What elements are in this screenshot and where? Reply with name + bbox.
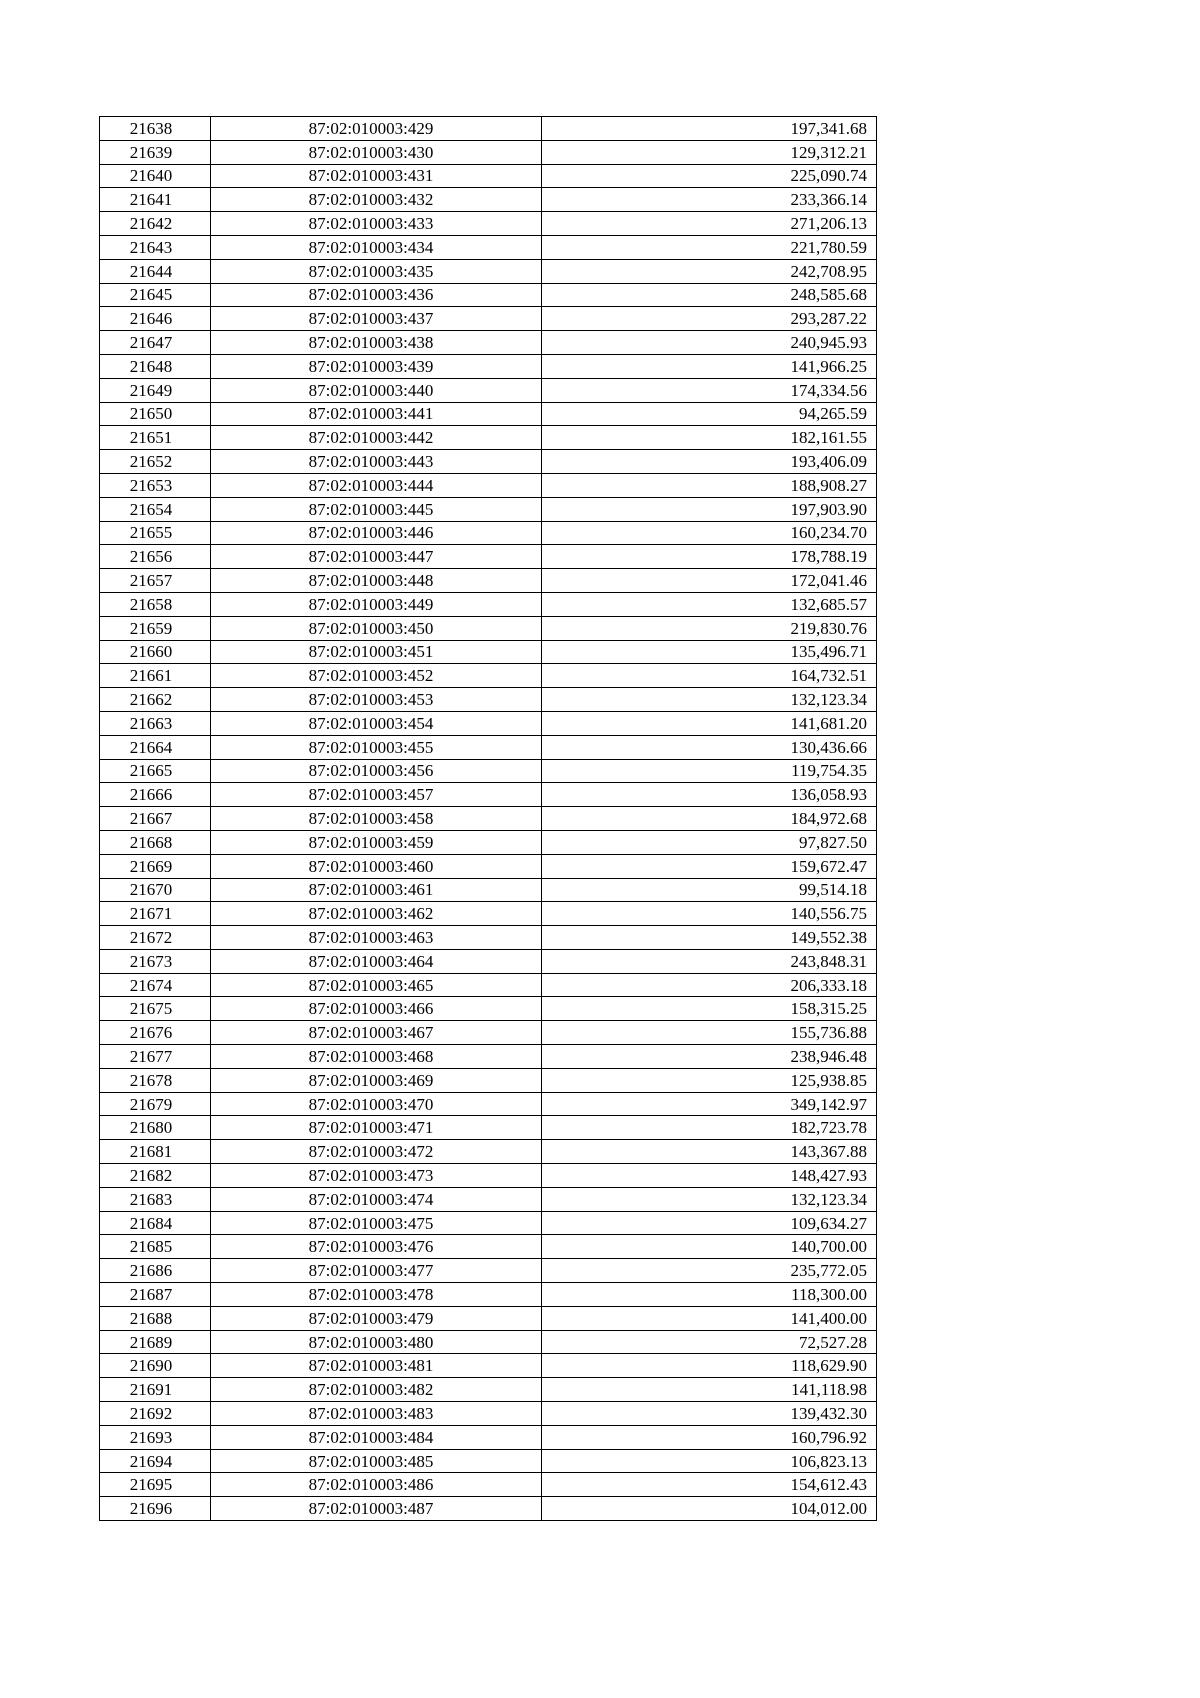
table-row [100, 1306, 877, 1330]
cadastral-number-cell: 87:02:010003:443 [211, 450, 542, 474]
table-row [100, 1330, 877, 1354]
value-cell: 248,585.68 [542, 283, 877, 307]
table-row [100, 640, 877, 664]
row-number-cell: 21638 [100, 117, 211, 141]
row-number-cell: 21658 [100, 592, 211, 616]
table-row [100, 878, 877, 902]
row-number-cell: 21677 [100, 1045, 211, 1069]
cadastral-number-cell: 87:02:010003:445 [211, 497, 542, 521]
value-cell: 174,334.56 [542, 378, 877, 402]
row-number-cell: 21669 [100, 854, 211, 878]
table-row [100, 497, 877, 521]
row-number-cell: 21648 [100, 354, 211, 378]
cadastral-number-cell: 87:02:010003:438 [211, 331, 542, 355]
value-cell: 99,514.18 [542, 878, 877, 902]
cadastral-number-cell: 87:02:010003:451 [211, 640, 542, 664]
cadastral-number-cell: 87:02:010003:449 [211, 592, 542, 616]
row-number-cell: 21652 [100, 450, 211, 474]
value-cell: 154,612.43 [542, 1473, 877, 1497]
table-row [100, 1092, 877, 1116]
cadastral-number-cell: 87:02:010003:455 [211, 735, 542, 759]
value-cell: 141,966.25 [542, 354, 877, 378]
cadastral-number-cell: 87:02:010003:440 [211, 378, 542, 402]
row-number-cell: 21649 [100, 378, 211, 402]
cadastral-number-cell: 87:02:010003:437 [211, 307, 542, 331]
row-number-cell: 21682 [100, 1164, 211, 1188]
row-number-cell: 21674 [100, 973, 211, 997]
row-number-cell: 21679 [100, 1092, 211, 1116]
row-number-cell: 21692 [100, 1402, 211, 1426]
value-cell: 125,938.85 [542, 1068, 877, 1092]
cadastral-number-cell: 87:02:010003:441 [211, 402, 542, 426]
table-row [100, 1354, 877, 1378]
cadastral-number-cell: 87:02:010003:458 [211, 807, 542, 831]
value-cell: 172,041.46 [542, 569, 877, 593]
value-cell: 188,908.27 [542, 473, 877, 497]
table-row [100, 450, 877, 474]
value-cell: 109,634.27 [542, 1211, 877, 1235]
table-row [100, 235, 877, 259]
table-row [100, 283, 877, 307]
table-row [100, 545, 877, 569]
table-row [100, 307, 877, 331]
table-row [100, 212, 877, 236]
row-number-cell: 21694 [100, 1449, 211, 1473]
value-cell: 141,118.98 [542, 1378, 877, 1402]
table-row [100, 1259, 877, 1283]
value-cell: 143,367.88 [542, 1140, 877, 1164]
row-number-cell: 21639 [100, 140, 211, 164]
table-row [100, 521, 877, 545]
table-row [100, 997, 877, 1021]
cadastral-number-cell: 87:02:010003:472 [211, 1140, 542, 1164]
row-number-cell: 21684 [100, 1211, 211, 1235]
cadastral-number-cell: 87:02:010003:446 [211, 521, 542, 545]
cadastral-number-cell: 87:02:010003:473 [211, 1164, 542, 1188]
table-row [100, 1021, 877, 1045]
cadastral-number-cell: 87:02:010003:486 [211, 1473, 542, 1497]
row-number-cell: 21687 [100, 1283, 211, 1307]
row-number-cell: 21678 [100, 1068, 211, 1092]
cadastral-number-cell: 87:02:010003:462 [211, 902, 542, 926]
cadastral-number-cell: 87:02:010003:442 [211, 426, 542, 450]
cadastral-number-cell: 87:02:010003:464 [211, 949, 542, 973]
value-cell: 97,827.50 [542, 830, 877, 854]
row-number-cell: 21676 [100, 1021, 211, 1045]
table-row [100, 830, 877, 854]
row-number-cell: 21688 [100, 1306, 211, 1330]
cadastral-number-cell: 87:02:010003:457 [211, 783, 542, 807]
table-row [100, 1473, 877, 1497]
value-cell: 118,629.90 [542, 1354, 877, 1378]
table-row [100, 259, 877, 283]
cadastral-number-cell: 87:02:010003:461 [211, 878, 542, 902]
table-row [100, 378, 877, 402]
value-cell: 132,685.57 [542, 592, 877, 616]
table-row [100, 331, 877, 355]
cadastral-number-cell: 87:02:010003:435 [211, 259, 542, 283]
value-cell: 243,848.31 [542, 949, 877, 973]
table-row [100, 688, 877, 712]
cadastral-number-cell: 87:02:010003:452 [211, 664, 542, 688]
cadastral-number-cell: 87:02:010003:482 [211, 1378, 542, 1402]
table-row [100, 1235, 877, 1259]
table-row [100, 1045, 877, 1069]
row-number-cell: 21667 [100, 807, 211, 831]
row-number-cell: 21641 [100, 188, 211, 212]
value-cell: 271,206.13 [542, 212, 877, 236]
cadastral-number-cell: 87:02:010003:468 [211, 1045, 542, 1069]
value-cell: 238,946.48 [542, 1045, 877, 1069]
row-number-cell: 21664 [100, 735, 211, 759]
value-cell: 219,830.76 [542, 616, 877, 640]
row-number-cell: 21671 [100, 902, 211, 926]
table-row [100, 117, 877, 141]
value-cell: 148,427.93 [542, 1164, 877, 1188]
value-cell: 141,681.20 [542, 711, 877, 735]
row-number-cell: 21640 [100, 164, 211, 188]
value-cell: 206,333.18 [542, 973, 877, 997]
cadastral-number-cell: 87:02:010003:431 [211, 164, 542, 188]
value-cell: 119,754.35 [542, 759, 877, 783]
cadastral-number-cell: 87:02:010003:453 [211, 688, 542, 712]
row-number-cell: 21642 [100, 212, 211, 236]
row-number-cell: 21681 [100, 1140, 211, 1164]
cadastral-number-cell: 87:02:010003:478 [211, 1283, 542, 1307]
cadastral-number-cell: 87:02:010003:477 [211, 1259, 542, 1283]
row-number-cell: 21670 [100, 878, 211, 902]
table-row [100, 402, 877, 426]
row-number-cell: 21645 [100, 283, 211, 307]
table-row [100, 949, 877, 973]
table-row [100, 1140, 877, 1164]
row-number-cell: 21693 [100, 1425, 211, 1449]
cadastral-number-cell: 87:02:010003:466 [211, 997, 542, 1021]
value-cell: 158,315.25 [542, 997, 877, 1021]
row-number-cell: 21660 [100, 640, 211, 664]
table-row [100, 664, 877, 688]
cadastral-number-cell: 87:02:010003:448 [211, 569, 542, 593]
table-row [100, 140, 877, 164]
table-row [100, 1449, 877, 1473]
cadastral-number-cell: 87:02:010003:434 [211, 235, 542, 259]
row-number-cell: 21657 [100, 569, 211, 593]
value-cell: 193,406.09 [542, 450, 877, 474]
value-cell: 233,366.14 [542, 188, 877, 212]
value-cell: 182,723.78 [542, 1116, 877, 1140]
value-cell: 129,312.21 [542, 140, 877, 164]
cadastral-number-cell: 87:02:010003:476 [211, 1235, 542, 1259]
cadastral-number-cell: 87:02:010003:475 [211, 1211, 542, 1235]
row-number-cell: 21654 [100, 497, 211, 521]
row-number-cell: 21650 [100, 402, 211, 426]
cadastral-number-cell: 87:02:010003:444 [211, 473, 542, 497]
row-number-cell: 21686 [100, 1259, 211, 1283]
row-number-cell: 21689 [100, 1330, 211, 1354]
value-cell: 136,058.93 [542, 783, 877, 807]
row-number-cell: 21696 [100, 1497, 211, 1521]
cadastral-number-cell: 87:02:010003:433 [211, 212, 542, 236]
cadastral-number-cell: 87:02:010003:465 [211, 973, 542, 997]
table-row [100, 188, 877, 212]
table-row [100, 735, 877, 759]
value-cell: 159,672.47 [542, 854, 877, 878]
value-cell: 149,552.38 [542, 926, 877, 950]
row-number-cell: 21672 [100, 926, 211, 950]
cadastral-number-cell: 87:02:010003:487 [211, 1497, 542, 1521]
value-cell: 242,708.95 [542, 259, 877, 283]
value-cell: 94,265.59 [542, 402, 877, 426]
value-cell: 72,527.28 [542, 1330, 877, 1354]
table-row [100, 1116, 877, 1140]
value-cell: 240,945.93 [542, 331, 877, 355]
table-row [100, 164, 877, 188]
value-cell: 141,400.00 [542, 1306, 877, 1330]
value-cell: 104,012.00 [542, 1497, 877, 1521]
row-number-cell: 21662 [100, 688, 211, 712]
row-number-cell: 21643 [100, 235, 211, 259]
row-number-cell: 21663 [100, 711, 211, 735]
row-number-cell: 21695 [100, 1473, 211, 1497]
row-number-cell: 21655 [100, 521, 211, 545]
table-row [100, 473, 877, 497]
value-cell: 106,823.13 [542, 1449, 877, 1473]
cadastral-number-cell: 87:02:010003:432 [211, 188, 542, 212]
cadastral-number-cell: 87:02:010003:467 [211, 1021, 542, 1045]
table-row [100, 926, 877, 950]
value-cell: 160,234.70 [542, 521, 877, 545]
row-number-cell: 21659 [100, 616, 211, 640]
cadastral-number-cell: 87:02:010003:439 [211, 354, 542, 378]
value-cell: 132,123.34 [542, 688, 877, 712]
table-row [100, 711, 877, 735]
cadastral-number-cell: 87:02:010003:450 [211, 616, 542, 640]
row-number-cell: 21668 [100, 830, 211, 854]
value-cell: 225,090.74 [542, 164, 877, 188]
cadastral-number-cell: 87:02:010003:454 [211, 711, 542, 735]
value-cell: 197,903.90 [542, 497, 877, 521]
value-cell: 182,161.55 [542, 426, 877, 450]
cadastral-number-cell: 87:02:010003:484 [211, 1425, 542, 1449]
cadastral-number-cell: 87:02:010003:485 [211, 1449, 542, 1473]
row-number-cell: 21690 [100, 1354, 211, 1378]
row-number-cell: 21653 [100, 473, 211, 497]
row-number-cell: 21683 [100, 1187, 211, 1211]
table-row [100, 807, 877, 831]
row-number-cell: 21644 [100, 259, 211, 283]
value-cell: 155,736.88 [542, 1021, 877, 1045]
cadastral-number-cell: 87:02:010003:479 [211, 1306, 542, 1330]
value-cell: 132,123.34 [542, 1187, 877, 1211]
value-cell: 139,432.30 [542, 1402, 877, 1426]
value-cell: 197,341.68 [542, 117, 877, 141]
row-number-cell: 21661 [100, 664, 211, 688]
row-number-cell: 21646 [100, 307, 211, 331]
value-cell: 140,700.00 [542, 1235, 877, 1259]
row-number-cell: 21685 [100, 1235, 211, 1259]
table-row [100, 1068, 877, 1092]
table-row [100, 592, 877, 616]
cadastral-value-table [99, 116, 877, 1521]
table-row [100, 1164, 877, 1188]
cadastral-number-cell: 87:02:010003:459 [211, 830, 542, 854]
value-cell: 178,788.19 [542, 545, 877, 569]
table-row [100, 1402, 877, 1426]
table-row [100, 1425, 877, 1449]
value-cell: 118,300.00 [542, 1283, 877, 1307]
value-cell: 135,496.71 [542, 640, 877, 664]
cadastral-number-cell: 87:02:010003:429 [211, 117, 542, 141]
table-body [100, 117, 877, 1521]
row-number-cell: 21665 [100, 759, 211, 783]
table-row [100, 1187, 877, 1211]
value-cell: 140,556.75 [542, 902, 877, 926]
table-row [100, 616, 877, 640]
table-row [100, 354, 877, 378]
row-number-cell: 21691 [100, 1378, 211, 1402]
cadastral-number-cell: 87:02:010003:430 [211, 140, 542, 164]
table-row [100, 426, 877, 450]
row-number-cell: 21647 [100, 331, 211, 355]
cadastral-number-cell: 87:02:010003:447 [211, 545, 542, 569]
cadastral-number-cell: 87:02:010003:436 [211, 283, 542, 307]
cadastral-number-cell: 87:02:010003:471 [211, 1116, 542, 1140]
table-row [100, 783, 877, 807]
value-cell: 349,142.97 [542, 1092, 877, 1116]
cadastral-number-cell: 87:02:010003:480 [211, 1330, 542, 1354]
value-cell: 293,287.22 [542, 307, 877, 331]
table-row [100, 759, 877, 783]
cadastral-number-cell: 87:02:010003:469 [211, 1068, 542, 1092]
value-cell: 221,780.59 [542, 235, 877, 259]
table-row [100, 902, 877, 926]
row-number-cell: 21673 [100, 949, 211, 973]
value-cell: 130,436.66 [542, 735, 877, 759]
cadastral-number-cell: 87:02:010003:483 [211, 1402, 542, 1426]
cadastral-number-cell: 87:02:010003:470 [211, 1092, 542, 1116]
value-cell: 160,796.92 [542, 1425, 877, 1449]
row-number-cell: 21675 [100, 997, 211, 1021]
value-cell: 184,972.68 [542, 807, 877, 831]
cadastral-number-cell: 87:02:010003:474 [211, 1187, 542, 1211]
value-cell: 164,732.51 [542, 664, 877, 688]
table-row [100, 854, 877, 878]
table-row [100, 1378, 877, 1402]
row-number-cell: 21656 [100, 545, 211, 569]
cadastral-number-cell: 87:02:010003:456 [211, 759, 542, 783]
table-row [100, 1497, 877, 1521]
row-number-cell: 21680 [100, 1116, 211, 1140]
table-row [100, 569, 877, 593]
table-row [100, 1211, 877, 1235]
row-number-cell: 21666 [100, 783, 211, 807]
table-row [100, 1283, 877, 1307]
cadastral-number-cell: 87:02:010003:481 [211, 1354, 542, 1378]
cadastral-number-cell: 87:02:010003:463 [211, 926, 542, 950]
row-number-cell: 21651 [100, 426, 211, 450]
value-cell: 235,772.05 [542, 1259, 877, 1283]
cadastral-number-cell: 87:02:010003:460 [211, 854, 542, 878]
table-row [100, 973, 877, 997]
